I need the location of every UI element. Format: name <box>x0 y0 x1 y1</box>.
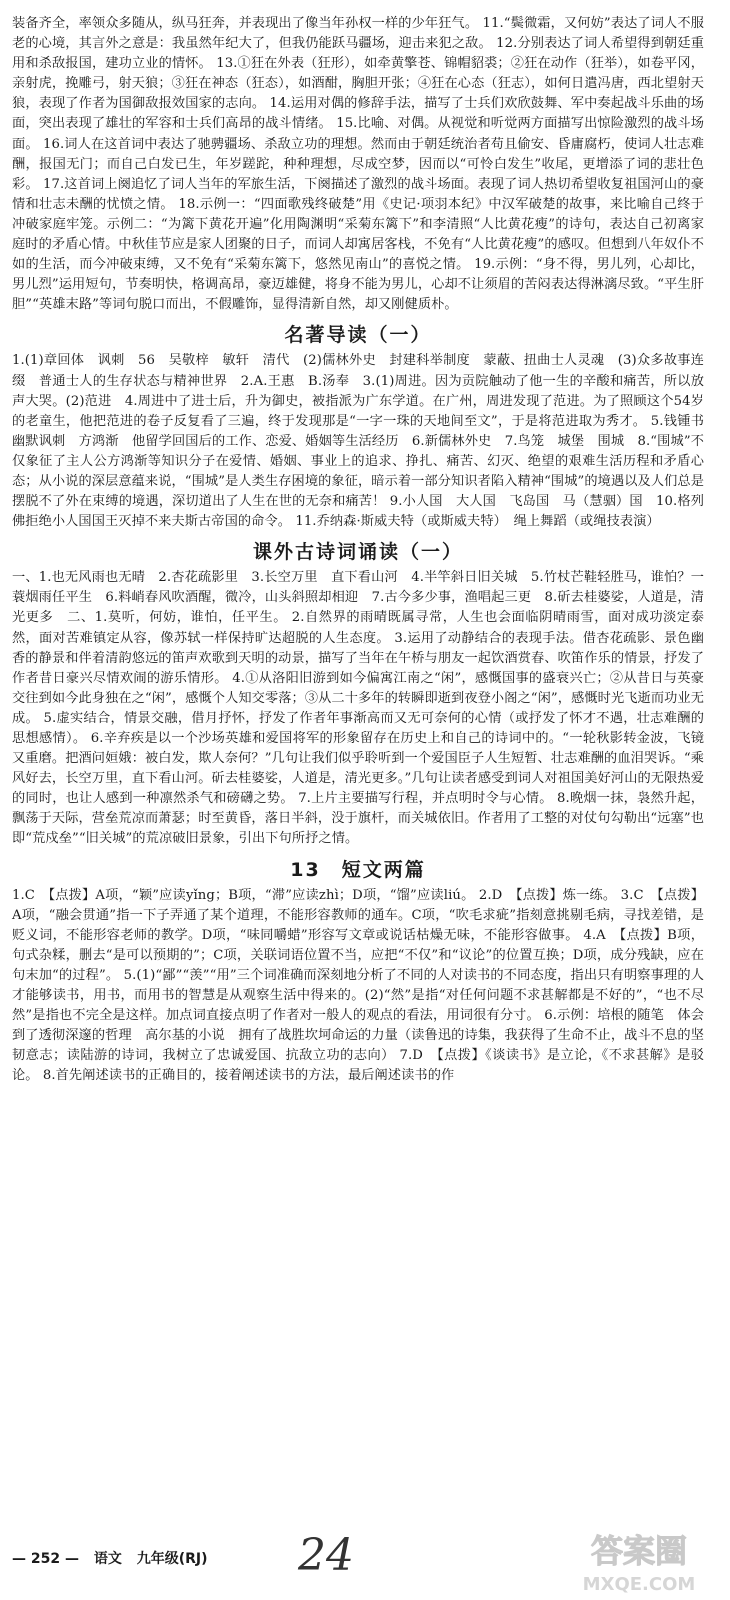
section-heading-lesson-13: 13 短文两篇 <box>290 858 426 881</box>
section-poems-answers: 一、1.也无风雨也无晴 2.杏花疏影里 3.长空万里 直下看山河 4.半竿斜日旧关城 5.竹杖芒鞋轻胜马，谁怕？一蓑烟雨任平生 6.料峭春风吹酒醒，微冷，山头斜照却相迎 7.古今多少事，渔唱起三更 8.斫去桂婆娑，人道是，清光更多 二、1.莫听，何妨，谁怕，任平生。 2.自然界的雨晴既属寻常，人生也会面临阴晴雨雪，面对成功淡定泰然，面对苦难镇定从容，像苏轼一样保持旷达超脱的人生态度。 3.运用了动静结合的表现手法。借杏花疏影、景色幽香的静景和伴着清韵悠远的笛声欢歌到天明的动景，描写了当年在午桥与朋友一起饮酒赏春、吹笛作乐的情景，抒发了作者昔日豪兴尽情欢闹的游乐情形。 4.①从洛阳旧游到如今偏寓江南之“闲”，感慨国事的盛衰兴亡；②从昔日与英豪交往到如今此身独在之“闲”，感慨个人知交零落；③从二十多年的转瞬即逝到夜登小阁之“闲”，感慨时光飞逝而功业无成。 5.虚实结合，情景交融，借月抒怀，抒发了作者年事渐高而又无可奈何的心情（或抒发了怀才不遇，壮志难酬的思想感情）。 6.辛弃疾是以一个沙场英雄和爱国将军的形象留存在历史上和自己的诗词中的。“一轮秋影转金波，飞镜又重磨。把酒问姮娥：被白发，欺人奈何？”几句让我们似乎聆听到一个爱国臣子人生短暂、壮志难酬的血泪哭诉。“乘风好去，长空万里，直下看山河。斫去桂婆娑，人道是，清光更多。”几句让读者感受到词人对祖国美好河山的无限热爱的同时，也让人感到一种凛然杀气和磅礴之势。 7.上片主要描写行程，并点明时令与心情。 8.晚烟一抹，袅然升起，飘荡于天际，营垒荒凉而萧瑟；时至黄昏，落日半斜，没于旗杆，而关城依旧。作者用了工整的对仗句勾勒出“远塞”也即“荒戍垒”“旧关城”的荒凉破旧景象，引出下句所抒之情。 <box>12 570 704 847</box>
watermark-logo <box>554 1520 724 1598</box>
section-classics-answers: 1.(1)章回体 讽刺 56 吴敬梓 敏轩 清代 (2)儒林外史 封建科举制度 蒙蔽、扭曲士人灵魂 (3)众多故事连缀 普通士人的生存状态与精神世界 2.A.王惠 B.汤奉 3.(1)周进。因为贡院触动了他一生的辛酸和痛苦，所以放声大哭。(2)范进 4.周进中了进士后，升为御史，被指派为广东学道。在广州，周进发现了范进。为了照顾这个54岁的老童生，他把范进的卷子反复看了三遍，终于发现那是“一字一珠的天地间至文”，于是将范进取为秀才。 5.钱锺书 幽默讽刺 方鸿渐 他留学回国后的工作、恋爱、婚姻等生活经历 6.新儒林外史 7.鸟笼 城堡 围城 8.“围城”不仅象征了主人公方鸿渐等知识分子在爱情、婚姻、事业上的追求、挣扎、痛苦、幻灭、绝望的艰难生活历程和矛盾心态；从小说的深层意蕴来说，“围城”是人类生存困境的象征，暗示着一部分知识者陷入精神“围城”的境遇以及人们总是摆脱不了外在束缚的境遇，深切道出了人生在世的无奈和痛苦！ 9.小人国 大人国 飞岛国 马（慧骃）国 10.格列佛拒绝小人国国王灭掉不来夫斯古帝国的命令。 11.乔纳森·斯威夫特（或斯威夫特） 绳上舞蹈（或绳技表演） <box>12 353 718 530</box>
watermark-url: MXQE.COM <box>582 1574 696 1595</box>
handwritten-number: 24 <box>298 1530 354 1581</box>
section-heading-ancient-poems: 课外古诗词诵读（一） <box>252 541 463 564</box>
section-lesson-13-answers: 1.C 【点拨】A项，“颖”应读yǐng；B项，“滞”应读zhì；D项，“馏”应读liú。 2.D 【点拨】炼一练。 3.C 【点拨】A项，“融会贯通”指一下子弄通了某个道理，不能形容教师的通车。C项，“吹毛求疵”指刻意挑剔毛病，寻找差错，是贬义词，不能形容老师的教学。D项，“味同嚼蜡”形容写文章或说话枯燥无味，不能形容做事。 4.A 【点拨】B项，句式杂糅，删去“是可以预期的”；C项，关联词语位置不当，应把“不仅”和“议论”的位置互换；D项，成分残缺，应在句末加“的过程”。 5.(1)“鄙”“羡”“用”三个词准确而深刻地分析了不同的人对读书的不同态度，指出只有明察事理的人才能够读书，用书，而用书的智慧是从观察生活中得来的。(2)“然”是指“对任何问题不求甚解都是不好的”，“也不尽然”是指也不完全是这样。加点词直接点明了作者对一般人的观点的看法，用词很有分寸。 6.示例：培根的随笔 体会到了透彻深邃的哲理 高尔基的小说 拥有了战胜坎坷命运的力量（读鲁迅的诗集，我获得了生命不止，战斗不息的坚韧意志；读陆游的诗词，我树立了忠诚爱国、抗敌立功的志向） 7.D 【点拨】《谈读书》是立论，《不求甚解》是驳论。 8.首先阐述读书的正确目的，接着阐述读书的方法，最后阐述读书的作 <box>12 887 704 1084</box>
page-number: — 252 — <box>12 1551 79 1567</box>
page-footer <box>12 1548 218 1568</box>
watermark-title: 答案圈 <box>590 1532 688 1570</box>
grade-label: 九年级(RJ) <box>136 1551 208 1567</box>
section-continued-answers: 装备齐全，率领众多随从，纵马狂奔，并表现出了像当年孙权一样的少年狂气。 11.“鬓微霜，又何妨”表达了词人不服老的心境，其言外之意是：我虽然年纪大了，但我仍能跃马疆场，迎击来犯之敌。 12.分别表达了词人希望得到朝廷重用和杀敌报国，建功立业的情怀。 13.①狂在外表（狂形），如牵黄擎苍、锦帽貂裘；②狂在动作（狂举），如卷平冈，亲射虎，挽雕弓，射天狼；③狂在神态（狂态），如酒酣，胸胆开张；④狂在心态（狂志），如何日遣冯唐，西北望射天狼，表现了作者为国御敌报效国家的志向。 14.运用对偶的修辞手法，描写了士兵们欢欣鼓舞、军中奏起战斗乐曲的场面，突出表现了雄壮的军容和士兵们高昂的战斗情绪。 15.比喻、对偶。从视觉和听觉两方面描写出惊险激烈的战斗场面。 16.词人在这首词中表达了驰骋疆场、杀敌立功的理想。然而由于朝廷统治者苟且偷安、昏庸腐朽，使词人壮志难酬，报国无门；而自己白发已生，年岁蹉跎，种种理想，尽成空梦，因而以“可怜白发生”收尾，更增添了词的悲壮色彩。 17.这首词上阕追忆了词人当年的军旅生活，下阕描述了激烈的战斗场面。表现了词人热切希望收复祖国河山的豪情和壮志未酬的忧愤之情。 18.示例一：“四面歌残终破楚”用《史记·项羽本纪》中汉军破楚的故事，来比喻自己终于冲破家庭牢笼。示例二：“为篱下黄花开遍”化用陶渊明“采菊东篱下”和李清照“人比黄花瘦”的诗句，表达自己初离家庭时的矛盾心情。中秋佳节应是家人团聚的日子，而词人却寓居客栈，不免有“人比黄花瘦”的感叹。但想到八年奴仆不如的生活，而今冲破束缚，又不免有“采菊东篱下，悠然见南山”的喜悦之情。 19.示例：“身不得，男儿列，心却比，男儿烈”运用短句，节奏明快，格调高昂，豪迈雄健，将身不能为男儿，心却不让须眉的苦闷表达得淋漓尽致。“平生肝胆”“英雄末路”等词句脱口而出，不假雕饰，显得清新自然，却又刚健质朴。 <box>12 16 704 313</box>
subject-label: 语文 <box>93 1551 122 1567</box>
section-heading-classics-reading: 名著导读（一） <box>284 324 432 347</box>
